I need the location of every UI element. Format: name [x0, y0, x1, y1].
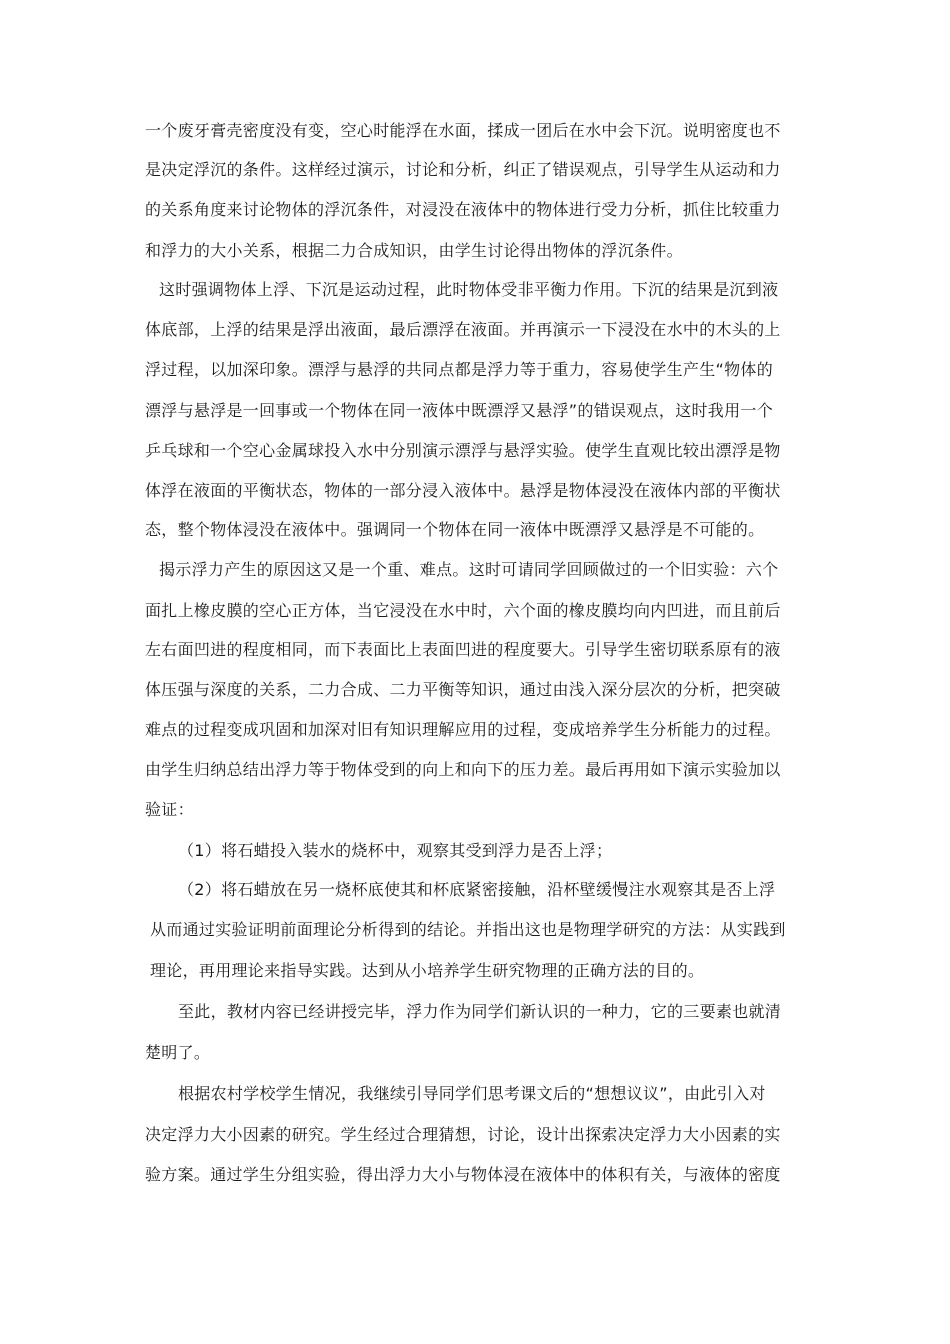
- text-line: 至此，教材内容已经讲授完毕，浮力作为同学们新认识的一种力，它的三要素也就清: [178, 1002, 782, 1021]
- text-line: （2）将石蜡放在另一烧杯底使其和杯底紧密接触，沿杯壁缓慢注水观察其是否上浮: [178, 880, 776, 899]
- text-line: 揭示浮力产生的原因这又是一个重、难点。这时可请同学回顾做过的一个旧实验：六个: [159, 560, 779, 579]
- text-line: 这时强调物体上浮、下沉是运动过程，此时物体受非平衡力作用。下沉的结果是沉到液: [159, 280, 779, 299]
- text-line: 体浮在液面的平衡状态，物体的一部分浸入液体中。悬浮是物体浸没在液体内部的平衡状: [145, 481, 781, 500]
- text-line: 验证：: [145, 800, 194, 819]
- text-line: 乒乓球和一个空心金属球投入水中分别演示漂浮与悬浮实验。使学生直观比较出漂浮是物: [145, 441, 781, 460]
- text-line: 的关系角度来讨论物体的浮沉条件，对浸没在液体中的物体进行受力分析，抓住比较重力: [145, 200, 781, 219]
- text-line: 一个废牙膏壳密度没有变，空心时能浮在水面，揉成一团后在水中会下沉。说明密度也不: [145, 121, 781, 140]
- text-line: 决定浮力大小因素的研究。学生经过合理猜想，讨论，设计出探索决定浮力大小因素的实: [145, 1125, 781, 1144]
- text-line: 验方案。通过学生分组实验，得出浮力大小与物体浸在液体中的体积有关，与液体的密度: [145, 1165, 781, 1184]
- text-line: 左右面凹进的程度相同，而下表面比上表面凹进的程度要大。引导学生密切联系原有的液: [145, 640, 781, 659]
- text-line: 浮过程，以加深印象。漂浮与悬浮的共同点都是浮力等于重力，容易使学生产生“物体的: [145, 360, 773, 379]
- text-line: 楚明了。: [145, 1043, 211, 1062]
- text-line: 由学生归纳总结出浮力等于物体受到的向上和向下的压力差。最后再用如下演示实验加以: [145, 760, 781, 779]
- text-line: 根据农村学校学生情况，我继续引导同学们思考课文后的“想想议议”，由此引入对: [178, 1084, 766, 1103]
- text-line: （1）将石蜡投入装水的烧杯中，观察其受到浮力是否上浮；: [178, 841, 613, 860]
- text-line: 漂浮与悬浮是一回事或一个物体在同一液体中既漂浮又悬浮”的错误观点，这时我用一个: [145, 401, 773, 420]
- text-line: 面扎上橡皮膜的空心正方体，当它浸没在水中时，六个面的橡皮膜均向内凹进，而且前后: [145, 601, 781, 620]
- text-line: 理论，再用理论来指导实践。达到从小培养学生研究物理的正确方法的目的。: [150, 961, 705, 980]
- text-line: 难点的过程变成巩固和加深对旧有知识理解应用的过程，变成培养学生分析能力的过程。: [145, 720, 781, 739]
- text-line: 和浮力的大小关系，根据二力合成知识，由学生讨论得出物体的浮沉条件。: [145, 241, 683, 260]
- text-line: 体压强与深度的关系，二力合成、二力平衡等知识，通过由浅入深分层次的分析，把突破: [145, 680, 781, 699]
- text-line: 态，整个物体浸没在液体中。强调同一个物体在同一液体中既漂浮又悬浮是不可能的。: [145, 520, 765, 539]
- text-line: 是决定浮沉的条件。这样经过演示，讨论和分析，纠正了错误观点，引导学生从运动和力: [145, 160, 781, 179]
- text-line: 从而通过实验证明前面理论分析得到的结论。并指出这也是物理学研究的方法：从实践到: [150, 920, 786, 939]
- text-line: 体底部，上浮的结果是浮出液面，最后漂浮在液面。并再演示一下浸没在水中的木头的上: [145, 320, 781, 339]
